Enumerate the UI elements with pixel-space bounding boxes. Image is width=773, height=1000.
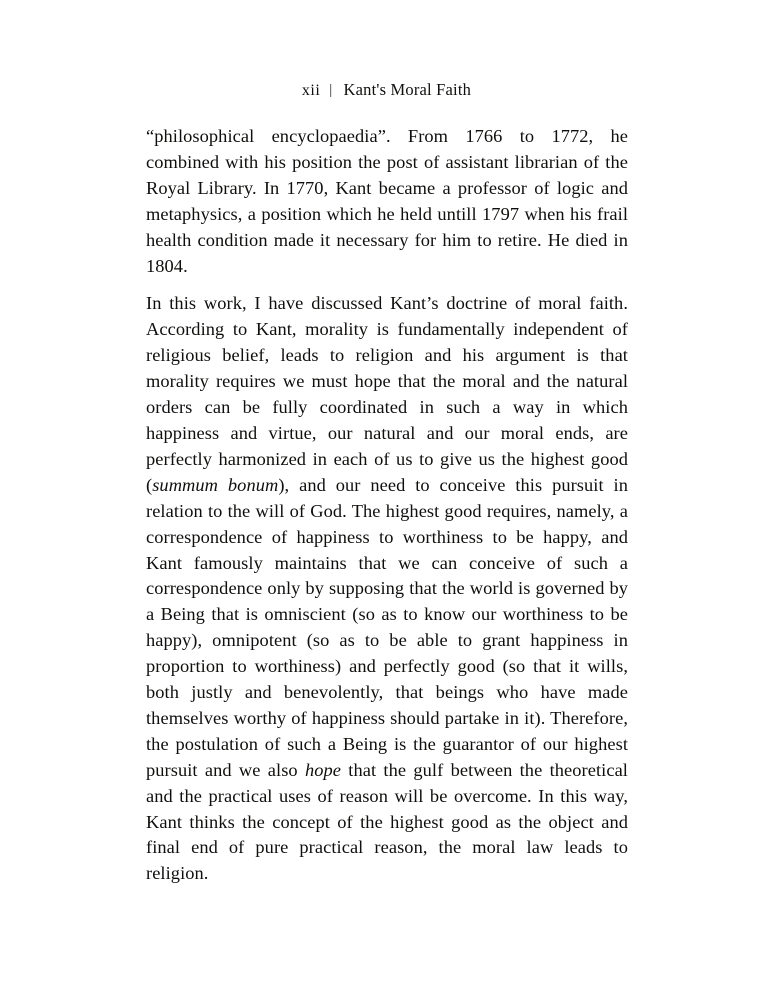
text-run: In this work, I have discussed Kant’s doctrine of moral faith. According to Kant, morality is fundamentally independent of religious belief, leads to religion and his argument is that morality requires we must hope that the moral and the natural orders can be fully coordinated in such a way in which happiness and virtue, our natural and our moral ends, are perfectly harmonized in each of us to give us the highest good ( <box>146 293 628 495</box>
page-folio-number: xii <box>301 82 321 99</box>
text-run: that the gulf between the theoretical and the practical uses of reason will be overcome. In this way, Kant thinks the concept of the highest good as the object and final end of pure practical reason, the moral law leads to religion. <box>146 759 628 884</box>
running-head <box>0 80 773 100</box>
italic-phrase: hope <box>304 759 342 780</box>
body-text-block <box>146 124 628 887</box>
running-head-title: Kant's Moral Faith <box>343 80 472 99</box>
paragraph-2 <box>146 291 628 887</box>
italic-phrase: summum bonum <box>152 474 279 495</box>
text-run: ), and our need to conceive this pursuit in relation to the will of God. The highest good requires, namely, a correspondence of happiness to worthiness to be happy, and Kant famously maintains that we can conceive of such a correspondence only by supposing that the world is governed by a Being that is omniscient (so as to know our worthiness to be happy), omnipotent (so as to be able to grant happiness in proportion to worthiness) and perfectly good (so that it wills, both justly and benevolently, that beings who have made themselves worthy of happiness should partake in it). Therefore, the postulation of such a Being is the guarantor of our highest pursuit and we also <box>146 474 628 780</box>
running-head-separator: | <box>329 82 333 98</box>
paragraph-1 <box>146 124 628 279</box>
text-run: “philosophical encyclopaedia”. From 1766 to 1772, he combined with his position the post of assistant librarian of the Royal Library. In 1770, Kant became a professor of logic and metaphysics, a position which he held untill 1797 when his frail health condition made it necessary for him to retire. He died in 1804. <box>146 126 628 276</box>
